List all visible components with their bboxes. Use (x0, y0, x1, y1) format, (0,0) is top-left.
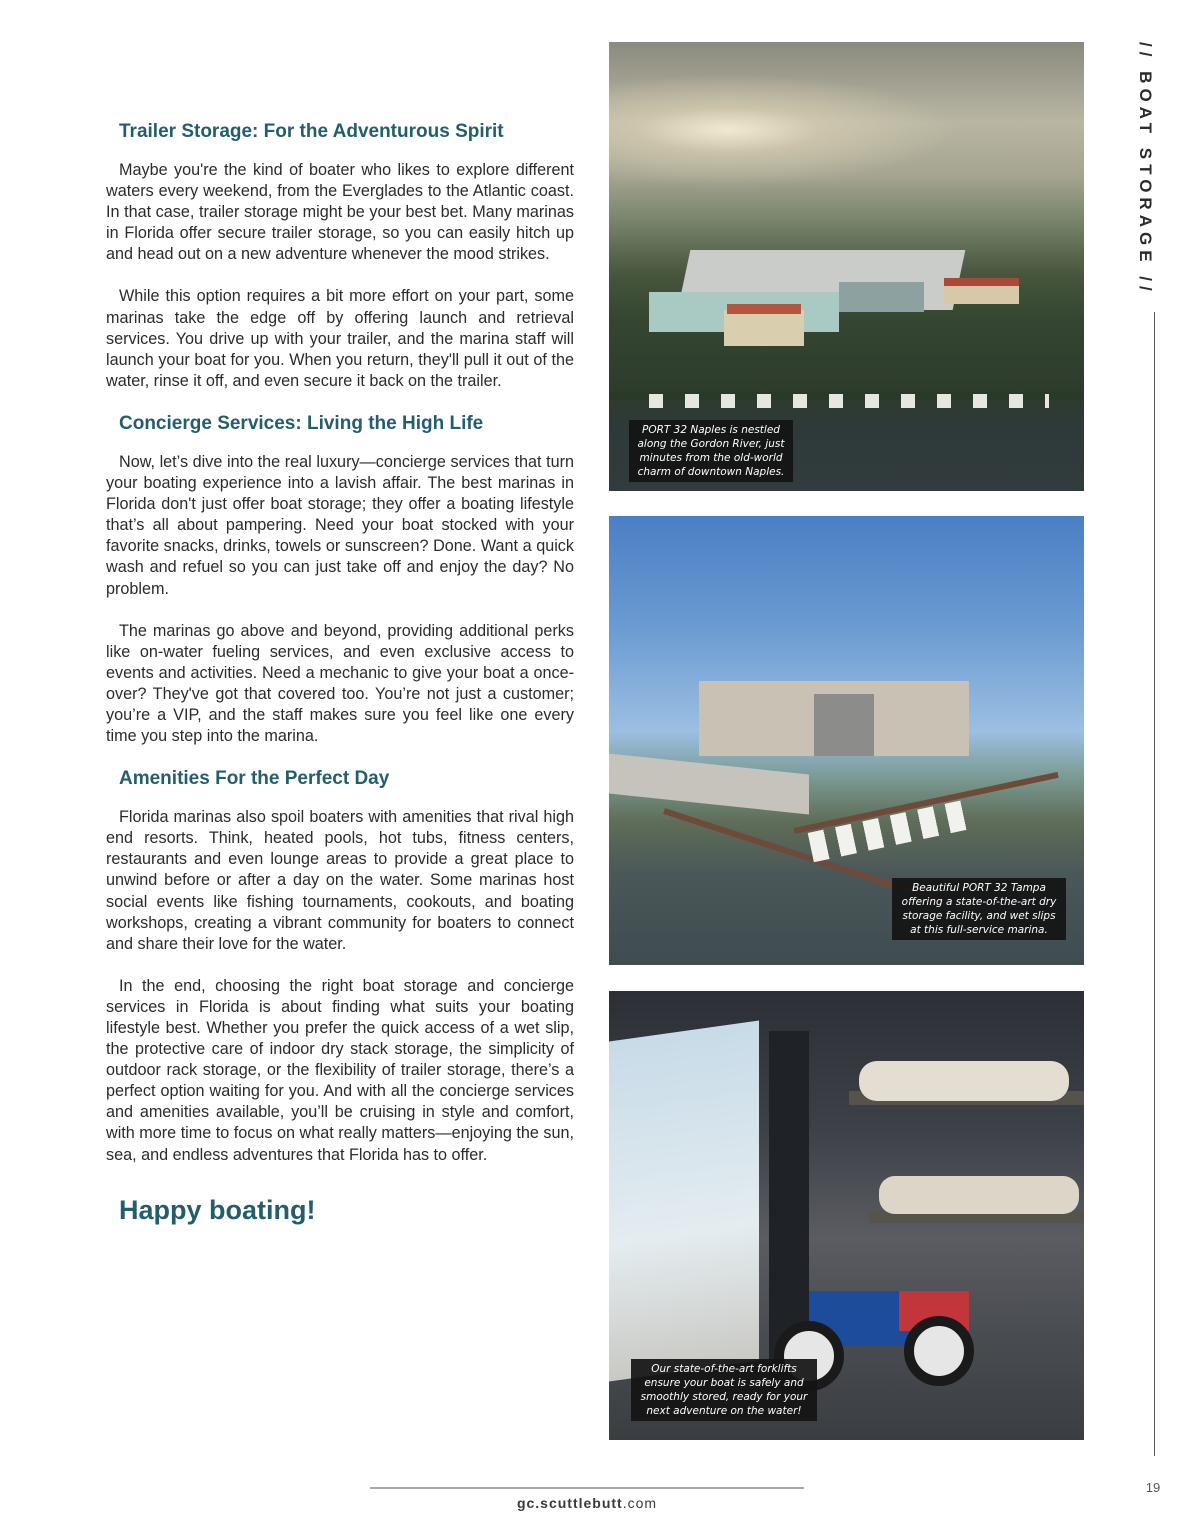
footer-site-domain: gc.scuttlebutt (516, 1495, 623, 1511)
paragraph: The marinas go above and beyond, providing additional perks like on-water fueling services, and even exclusive access to events and activities. Need a mechanic to give your boat a once-over? They've got that covered too. You’re not just a customer; you’re a VIP, and the staff makes sure you feel like one every time you step into the marina. (106, 621, 574, 746)
marina-tampa-photo (609, 516, 1084, 965)
paragraph: Now, let’s dive into the real luxury—concierge services that turn your boating experience into a lavish affair. The best marinas in Florida don't just offer boat storage; they offer a boating lifestyle that’s all about pampering. Need your boat stocked with your favorite snacks, drinks, towels or sunscreen? Done. Want a quick wash and refuel so you can just take off and enjoy the day? No problem. (106, 452, 574, 598)
marina-aerial-photo (609, 42, 1084, 491)
footer-rule (370, 1487, 804, 1489)
vertical-rule (1154, 312, 1155, 1456)
page-number: 19 (1145, 1480, 1161, 1495)
photo-caption: PORT 32 Naples is nestled along the Gordon River, just minutes from the old-world charm of downtown Naples. (629, 420, 793, 482)
photo-caption: Our state-of-the-art forklifts ensure your boat is safely and smoothly stored, ready for your next adventure on the water! (631, 1359, 817, 1421)
forklift-photo (609, 991, 1084, 1440)
article-column (106, 118, 574, 1228)
section-heading: Concierge Services: Living the High Life (119, 412, 484, 434)
footer-site-tld: .com (622, 1495, 658, 1511)
paragraph: While this option requires a bit more effort on your part, some marinas take the edge off by offering launch and retrieval services. You drive up with your trailer, and the marina staff will launch your boat for you. When you return, they'll pull it out of the water, rinse it off, and even secure it back on the trailer. (106, 287, 574, 390)
section-heading: Amenities For the Perfect Day (119, 768, 390, 790)
paragraph: Florida marinas also spoil boaters with amenities that rival high end resorts. Think, heated pools, hot tubs, fitness centers, restaurants and even lounge areas to provide a great place to unwind before or after a day on the water. Some marinas host social events like fishing tournaments, cookouts, and boating workshops, creating a vibrant community for boaters to connect and share their love for the water. (106, 808, 574, 953)
section-heading: Trailer Storage: For the Adventurous Spirit (119, 121, 504, 142)
photo-caption: Beautiful PORT 32 Tampa offering a state-of-the-art dry storage facility, and wet slips at this full-service marina. (892, 878, 1066, 940)
section-side-label: // BOAT STORAGE // (1136, 42, 1155, 296)
paragraph: Maybe you're the kind of boater who likes to explore different waters every weekend, from the Everglades to the Atlantic coast. In that case, trailer storage might be your best bet. Many marinas in Florida offer secure trailer storage, so you can easily hitch up and head out on a new adventure whenever the mood strikes. (106, 161, 574, 264)
paragraph: In the end, choosing the right boat storage and concierge services in Florida is about finding what suits your boating lifestyle best. Whether you prefer the quick access of a wet slip, the protective care of indoor dry stack storage, the simplicity of outdoor rack storage, or the flexibility of trailer storage, there’s a perfect option waiting for you. And with all the concierge services and amenities available, you’ll be cruising in style and comfort, with more time to focus on what really matters—enjoying the sun, sea, and endless adventures that Florida has to offer. (106, 976, 574, 1164)
closing-line: Happy boating! (119, 1194, 316, 1225)
footer-site[interactable] (370, 1495, 804, 1511)
